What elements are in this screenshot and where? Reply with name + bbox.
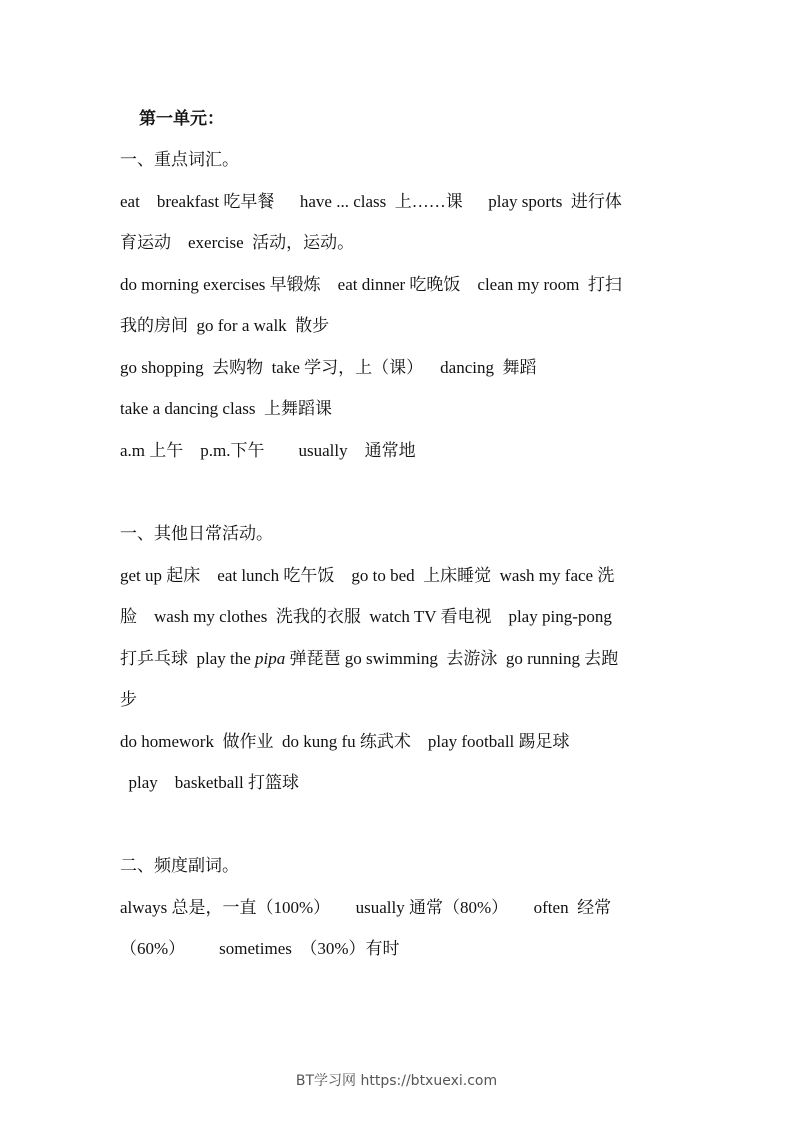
vocab-line: do morning exercises 早锻炼 eat dinner 吃晚饭 clean my room 打扫 [120,275,622,294]
italic-pipa: pipa [255,649,286,668]
text-segment: 弹琵琶 go swimming 去游泳 go running 去跑 [285,649,619,668]
vocab-line: always 总是，一直（100%） usually 通常（80%） often 经常 [120,898,612,917]
section-heading-daily-activities: 一、其他日常活动。 [120,524,273,543]
vocab-line: 步 [120,690,137,709]
vocab-line: get up 起床 eat lunch 吃午饭 go to bed 上床睡觉 wash my face 洗 [120,566,615,585]
unit-title: 第一单元： [139,109,224,128]
vocab-line: do homework 做作业 do kung fu 练武术 play football 踢足球 [120,732,570,751]
text-segment: 打乒乓球 play the [120,649,256,668]
vocab-line: eat breakfast 吃早餐 have ... class 上……课 play sports 进行体 [120,192,622,211]
vocab-line: （60%） sometimes （30%）有时 [120,939,400,958]
vocab-line-pipa [120,648,680,670]
vocab-line: 脸 wash my clothes 洗我的衣服 watch TV 看电视 play ping-pong [120,607,612,626]
section-heading-key-vocabulary: 一、重点词汇。 [120,150,239,169]
vocab-line: 我的房间 go for a walk 散步 [120,316,330,335]
vocab-line: go shopping 去购物 take 学习，上（课） dancing 舞蹈 [120,358,537,377]
vocab-line: a.m 上午 p.m.下午 usually 通常地 [120,441,416,460]
vocab-line: take a dancing class 上舞蹈课 [120,399,332,418]
vocab-line: 育运动 exercise 活动，运动。 [120,233,355,252]
footer-watermark: BT学习网 https://btxuexi.com [295,1073,498,1089]
section-heading-frequency-adverbs: 二、频度副词。 [120,856,239,875]
vocab-line: play basketball 打篮球 [120,773,299,792]
